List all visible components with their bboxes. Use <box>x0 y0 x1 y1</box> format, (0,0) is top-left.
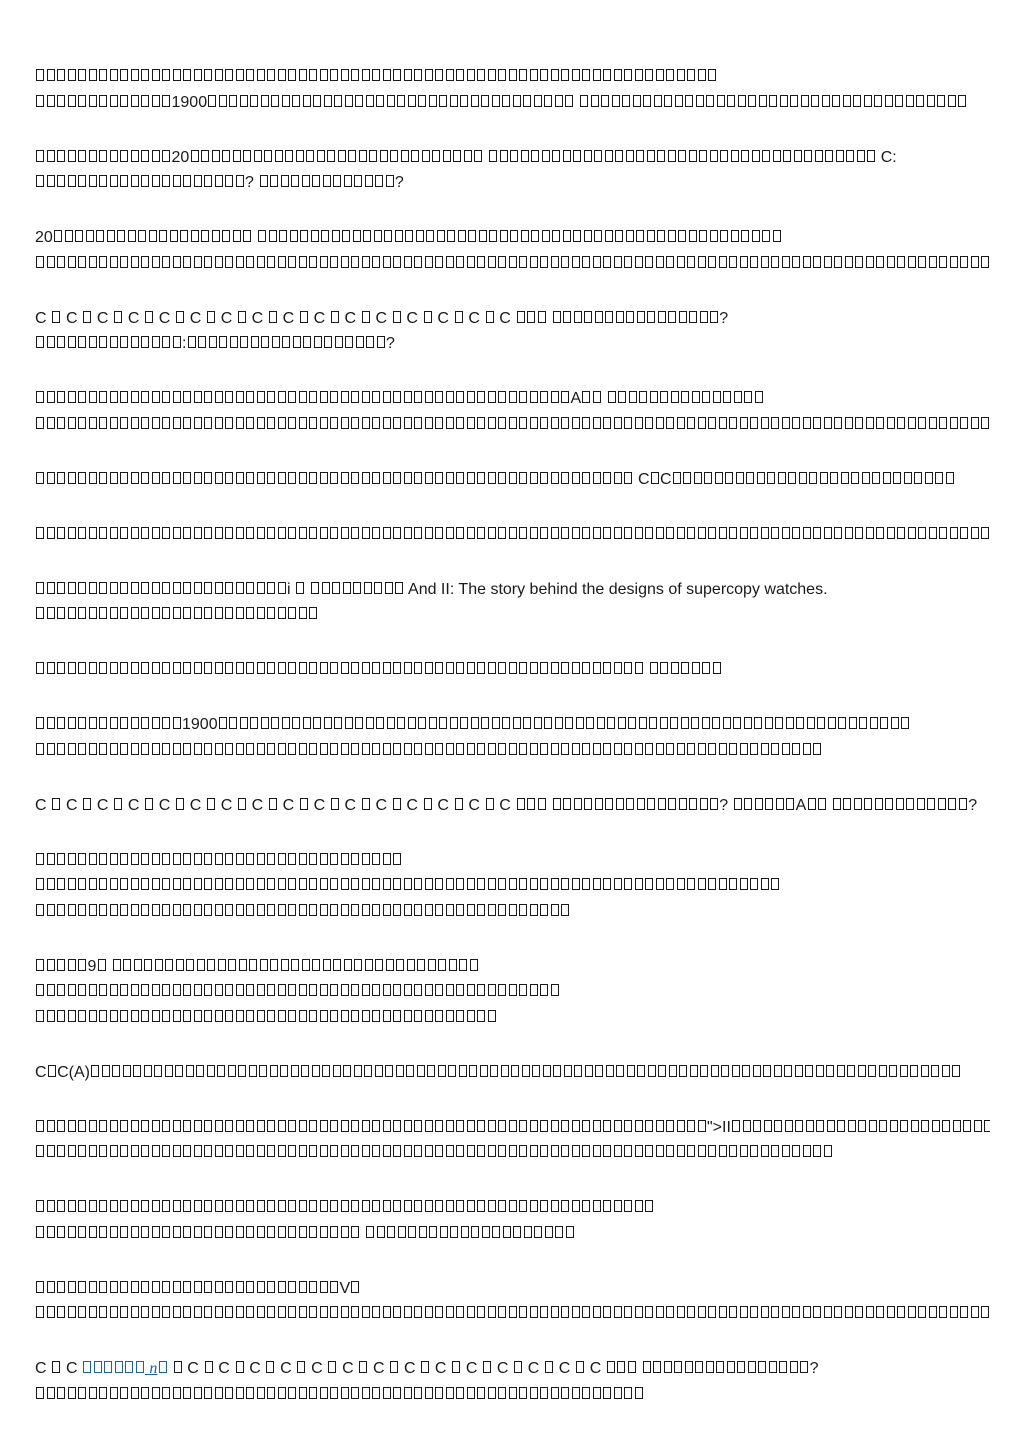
paragraph-line: 9 <box>35 954 990 980</box>
paragraph <box>35 306 990 357</box>
paragraph-line <box>35 1195 990 1221</box>
paragraph <box>35 712 990 763</box>
paragraph-line <box>35 873 990 899</box>
line-text: C C <box>35 1360 82 1377</box>
paragraph <box>35 848 990 925</box>
link-tail-text <box>157 1360 168 1377</box>
paragraph-line: V <box>35 1276 990 1302</box>
paragraph-with-link <box>35 1356 990 1407</box>
paragraph-line <box>35 979 990 1005</box>
paragraph-line: ">II <box>35 1115 990 1141</box>
paragraph <box>35 1060 990 1086</box>
paragraph <box>35 1276 990 1327</box>
document-body <box>35 64 990 1437</box>
paragraph-line <box>35 1382 990 1408</box>
link-text <box>82 1360 149 1377</box>
paragraph-line: C C C C C C C C C C C C C C C C ? <box>35 309 729 327</box>
paragraph-line <box>35 1005 990 1031</box>
paragraph-line: ? ? <box>35 170 990 196</box>
paragraph-line: i And II: The story behind the designs of supercopy watches. <box>35 577 990 603</box>
paragraph-line <box>35 848 990 874</box>
paragraph-line <box>35 522 990 548</box>
paragraph-line: : ? <box>35 331 990 357</box>
paragraph-line: 20 <box>35 225 990 251</box>
paragraph-line <box>35 1221 990 1247</box>
paragraph <box>35 225 990 276</box>
paragraph <box>35 386 990 437</box>
paragraph-line: 20 C: <box>35 145 990 171</box>
paragraph-line <box>35 412 990 438</box>
paragraph-line <box>35 1140 990 1166</box>
line-text: C C C C C C C C C C C C C C ? <box>168 1360 819 1377</box>
paragraph-line <box>35 602 990 628</box>
paragraph-line: 1900 <box>35 712 990 738</box>
paragraph-line <box>35 899 990 925</box>
paragraph <box>35 145 990 196</box>
paragraph <box>35 522 990 548</box>
paragraph <box>35 954 990 1031</box>
paragraph <box>35 577 990 628</box>
paragraph <box>35 64 990 115</box>
paragraph-line: C C <box>35 467 990 493</box>
paragraph-line <box>35 1356 990 1382</box>
paragraph <box>35 467 990 493</box>
paragraph-line <box>35 251 990 277</box>
paragraph-line <box>35 1301 990 1327</box>
paragraph-line: A <box>35 386 990 412</box>
paragraph <box>35 1115 990 1166</box>
paragraph-line <box>35 738 990 764</box>
link-italic-text: n <box>149 1360 158 1377</box>
paragraph <box>35 657 990 683</box>
paragraph <box>35 793 990 819</box>
paragraph-line: C C(A) <box>35 1060 990 1086</box>
paragraph-line <box>35 64 990 90</box>
inline-link[interactable] <box>82 1360 168 1377</box>
paragraph-line <box>35 657 990 683</box>
paragraph-line: C C C C C C C C C C C C C C C C ? A ? <box>35 796 978 814</box>
paragraph <box>35 1195 990 1246</box>
paragraph-line: 1900 <box>35 90 990 116</box>
